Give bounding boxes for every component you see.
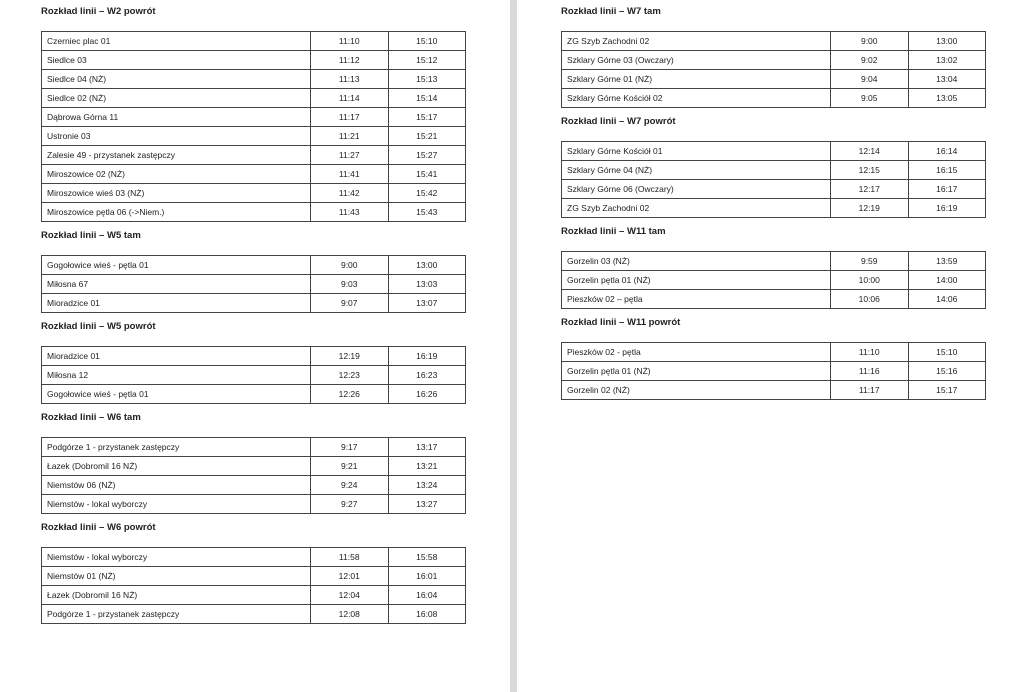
- departure-time-cell: 15:17: [388, 108, 466, 127]
- stop-name-cell: Gorzelin 02 (NŻ): [562, 381, 831, 400]
- departure-time-cell: 15:21: [388, 127, 466, 146]
- departure-time-cell: 9:07: [311, 294, 389, 313]
- table-row: [42, 457, 466, 476]
- departure-time-cell: 15:43: [388, 203, 466, 222]
- stop-name-cell: Szklary Górne Kościół 01: [562, 142, 831, 161]
- stop-name-cell: Niemstów - lokal wyborczy: [42, 495, 311, 514]
- departure-time-cell: 15:27: [388, 146, 466, 165]
- departure-time-cell: 16:23: [388, 366, 466, 385]
- table-row: [562, 32, 986, 51]
- departure-time-cell: 11:12: [311, 51, 389, 70]
- departure-time-cell: 15:13: [388, 70, 466, 89]
- table-row: [562, 252, 986, 271]
- stop-name-cell: Niemstów - lokal wyborczy: [42, 548, 311, 567]
- stop-name-cell: Siedlce 03: [42, 51, 311, 70]
- departure-time-cell: 16:14: [908, 142, 986, 161]
- table-row: [42, 495, 466, 514]
- table-row: [562, 343, 986, 362]
- timetable: [561, 251, 986, 309]
- departure-time-cell: 9:21: [311, 457, 389, 476]
- section-title: Rozkład linii – W6 tam: [41, 412, 141, 423]
- departure-time-cell: 12:19: [311, 347, 389, 366]
- table-row: [42, 548, 466, 567]
- section-title: Rozkład linii – W7 powrót: [561, 116, 676, 127]
- left-column: [41, 6, 466, 632]
- table-row: [42, 366, 466, 385]
- departure-time-cell: 13:17: [388, 438, 466, 457]
- departure-time-cell: 9:59: [831, 252, 909, 271]
- departure-time-cell: 13:04: [908, 70, 986, 89]
- departure-time-cell: 15:42: [388, 184, 466, 203]
- table-row: [562, 89, 986, 108]
- stop-name-cell: Niemstów 06 (NŻ): [42, 476, 311, 495]
- timetable: [41, 255, 466, 313]
- departure-time-cell: 11:10: [311, 32, 389, 51]
- departure-time-cell: 16:04: [388, 586, 466, 605]
- departure-time-cell: 16:19: [388, 347, 466, 366]
- departure-time-cell: 9:00: [311, 256, 389, 275]
- stop-name-cell: Łazek (Dobromil 16 NŻ): [42, 457, 311, 476]
- departure-time-cell: 15:14: [388, 89, 466, 108]
- timetable: [561, 31, 986, 108]
- section-title: Rozkład linii – W7 tam: [561, 6, 661, 17]
- table-row: [562, 199, 986, 218]
- table-row: [42, 108, 466, 127]
- table-row: [42, 275, 466, 294]
- departure-time-cell: 11:17: [831, 381, 909, 400]
- table-row: [562, 271, 986, 290]
- departure-time-cell: 12:01: [311, 567, 389, 586]
- departure-time-cell: 16:26: [388, 385, 466, 404]
- departure-time-cell: 16:08: [388, 605, 466, 624]
- departure-time-cell: 15:41: [388, 165, 466, 184]
- departure-time-cell: 13:02: [908, 51, 986, 70]
- stop-name-cell: Szklary Górne 03 (Owczary): [562, 51, 831, 70]
- stop-name-cell: Miłosna 67: [42, 275, 311, 294]
- departure-time-cell: 12:26: [311, 385, 389, 404]
- page-gutter: [510, 0, 517, 692]
- table-row: [42, 347, 466, 366]
- departure-time-cell: 13:21: [388, 457, 466, 476]
- table-row: [562, 381, 986, 400]
- stop-name-cell: Miłosna 12: [42, 366, 311, 385]
- stop-name-cell: Pieszków 02 – pętla: [562, 290, 831, 309]
- stop-name-cell: Gogołowice wieś - pętla 01: [42, 385, 311, 404]
- departure-time-cell: 12:19: [831, 199, 909, 218]
- departure-time-cell: 9:04: [831, 70, 909, 89]
- stop-name-cell: Miroszowice wieś 03 (NŻ): [42, 184, 311, 203]
- stop-name-cell: Podgórze 1 - przystanek zastępczy: [42, 438, 311, 457]
- right-column: [561, 6, 986, 408]
- table-row: [562, 362, 986, 381]
- departure-time-cell: 13:59: [908, 252, 986, 271]
- stop-name-cell: Łazek (Dobromil 16 NŻ): [42, 586, 311, 605]
- stop-name-cell: Szklary Górne Kościół 02: [562, 89, 831, 108]
- section-title: Rozkład linii – W5 tam: [41, 230, 141, 241]
- stop-name-cell: Szklary Górne 04 (NŻ): [562, 161, 831, 180]
- departure-time-cell: 13:24: [388, 476, 466, 495]
- stop-name-cell: Niemstów 01 (NŻ): [42, 567, 311, 586]
- table-row: [42, 203, 466, 222]
- document-page-right: [517, 0, 1024, 692]
- table-row: [42, 165, 466, 184]
- stop-name-cell: Mioradzice 01: [42, 347, 311, 366]
- departure-time-cell: 11:13: [311, 70, 389, 89]
- timetable: [561, 141, 986, 218]
- table-row: [562, 161, 986, 180]
- departure-time-cell: 14:06: [908, 290, 986, 309]
- stop-name-cell: Podgórze 1 - przystanek zastępczy: [42, 605, 311, 624]
- departure-time-cell: 13:05: [908, 89, 986, 108]
- table-row: [562, 142, 986, 161]
- departure-time-cell: 15:17: [908, 381, 986, 400]
- stop-name-cell: Szklary Górne 06 (Owczary): [562, 180, 831, 199]
- departure-time-cell: 11:42: [311, 184, 389, 203]
- departure-time-cell: 12:14: [831, 142, 909, 161]
- departure-time-cell: 9:27: [311, 495, 389, 514]
- section-title: Rozkład linii – W5 powrót: [41, 321, 156, 332]
- timetable: [41, 547, 466, 624]
- table-row: [562, 290, 986, 309]
- section-title: Rozkład linii – W11 tam: [561, 226, 666, 237]
- departure-time-cell: 12:08: [311, 605, 389, 624]
- departure-time-cell: 9:24: [311, 476, 389, 495]
- table-row: [42, 89, 466, 108]
- timetable: [41, 31, 466, 222]
- departure-time-cell: 13:07: [388, 294, 466, 313]
- departure-time-cell: 9:00: [831, 32, 909, 51]
- table-row: [42, 476, 466, 495]
- departure-time-cell: 11:43: [311, 203, 389, 222]
- table-row: [562, 180, 986, 199]
- departure-time-cell: 9:03: [311, 275, 389, 294]
- departure-time-cell: 16:17: [908, 180, 986, 199]
- departure-time-cell: 11:10: [831, 343, 909, 362]
- stop-name-cell: Dąbrowa Górna 11: [42, 108, 311, 127]
- departure-time-cell: 9:02: [831, 51, 909, 70]
- table-row: [42, 438, 466, 457]
- table-row: [42, 51, 466, 70]
- departure-time-cell: 15:12: [388, 51, 466, 70]
- departure-time-cell: 15:58: [388, 548, 466, 567]
- departure-time-cell: 13:27: [388, 495, 466, 514]
- table-row: [42, 32, 466, 51]
- table-row: [42, 256, 466, 275]
- departure-time-cell: 15:10: [908, 343, 986, 362]
- section-title: Rozkład linii – W2 powrót: [41, 6, 156, 17]
- departure-time-cell: 12:17: [831, 180, 909, 199]
- departure-time-cell: 11:17: [311, 108, 389, 127]
- departure-time-cell: 11:21: [311, 127, 389, 146]
- departure-time-cell: 15:10: [388, 32, 466, 51]
- departure-time-cell: 11:27: [311, 146, 389, 165]
- departure-time-cell: 12:23: [311, 366, 389, 385]
- section-title: Rozkład linii – W6 powrót: [41, 522, 156, 533]
- departure-time-cell: 13:00: [908, 32, 986, 51]
- departure-time-cell: 13:00: [388, 256, 466, 275]
- departure-time-cell: 9:05: [831, 89, 909, 108]
- stop-name-cell: Siedlce 04 (NŻ): [42, 70, 311, 89]
- stop-name-cell: Siedlce 02 (NŻ): [42, 89, 311, 108]
- departure-time-cell: 11:16: [831, 362, 909, 381]
- table-row: [42, 146, 466, 165]
- stop-name-cell: Mioradzice 01: [42, 294, 311, 313]
- stop-name-cell: Gorzelin pętla 01 (NŻ): [562, 362, 831, 381]
- stop-name-cell: Zalesie 49 - przystanek zastępczy: [42, 146, 311, 165]
- departure-time-cell: 11:41: [311, 165, 389, 184]
- departure-time-cell: 12:04: [311, 586, 389, 605]
- departure-time-cell: 11:58: [311, 548, 389, 567]
- timetable: [561, 342, 986, 400]
- stop-name-cell: Ustronie 03: [42, 127, 311, 146]
- table-row: [42, 127, 466, 146]
- stop-name-cell: Szklary Górne 01 (NŻ): [562, 70, 831, 89]
- table-row: [42, 184, 466, 203]
- table-row: [42, 605, 466, 624]
- departure-time-cell: 16:19: [908, 199, 986, 218]
- timetable: [41, 346, 466, 404]
- departure-time-cell: 10:06: [831, 290, 909, 309]
- departure-time-cell: 10:00: [831, 271, 909, 290]
- stop-name-cell: ZG Szyb Zachodni 02: [562, 32, 831, 51]
- document-page-left: [0, 0, 510, 692]
- departure-time-cell: 16:15: [908, 161, 986, 180]
- departure-time-cell: 16:01: [388, 567, 466, 586]
- stop-name-cell: Czerniec plac 01: [42, 32, 311, 51]
- table-row: [42, 385, 466, 404]
- stop-name-cell: Miroszowice 02 (NŻ): [42, 165, 311, 184]
- table-row: [42, 70, 466, 89]
- departure-time-cell: 13:03: [388, 275, 466, 294]
- table-row: [42, 586, 466, 605]
- stop-name-cell: Gorzelin pętla 01 (NŻ): [562, 271, 831, 290]
- table-row: [42, 294, 466, 313]
- table-row: [42, 567, 466, 586]
- section-title: Rozkład linii – W11 powrót: [561, 317, 681, 328]
- departure-time-cell: 15:16: [908, 362, 986, 381]
- stop-name-cell: Miroszowice pętla 06 (->Niem.): [42, 203, 311, 222]
- stop-name-cell: Gorzelin 03 (NŻ): [562, 252, 831, 271]
- departure-time-cell: 11:14: [311, 89, 389, 108]
- timetable: [41, 437, 466, 514]
- stop-name-cell: ZG Szyb Zachodni 02: [562, 199, 831, 218]
- stop-name-cell: Gogołowice wieś - pętla 01: [42, 256, 311, 275]
- table-row: [562, 70, 986, 89]
- departure-time-cell: 14:00: [908, 271, 986, 290]
- stop-name-cell: Pieszków 02 - pętla: [562, 343, 831, 362]
- table-row: [562, 51, 986, 70]
- departure-time-cell: 9:17: [311, 438, 389, 457]
- departure-time-cell: 12:15: [831, 161, 909, 180]
